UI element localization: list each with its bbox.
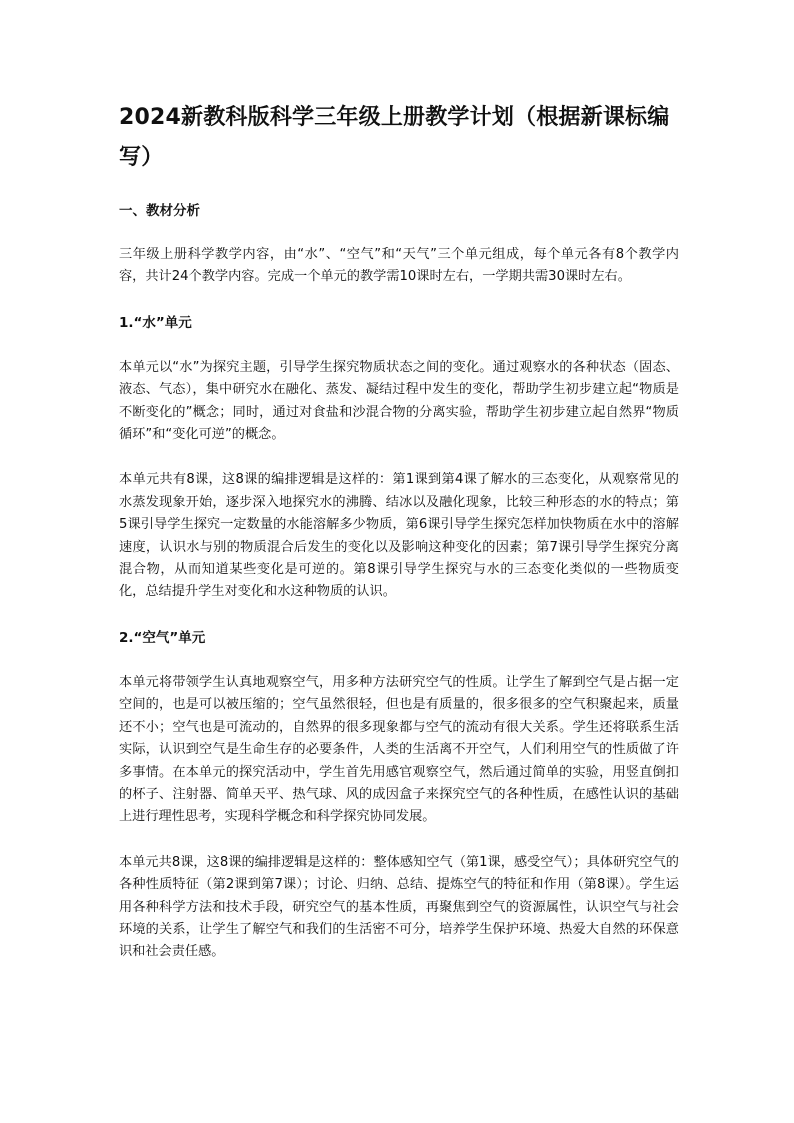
air-unit-paragraph-2: 本单元共8课，这8课的编排逻辑是这样的：整体感知空气（第1课，感受空气）；具体研究空气的各种性质特征（第2课到第7课）；讨论、归纳、总结、提炼空气的特征和作用（第8课）。学生运用各种科学方法和技术手段，研究空气的基本性质，再聚焦到空气的资源属性，认识空气与社会环境的关系，让学生了解空气和我们的生活密不可分，培养学生保护环境、热爱大自然的环保意识和社会责任感。 (119, 854, 679, 960)
water-unit-paragraph-2: 本单元共有8课，这8课的编排逻辑是这样的：第1课到第4课了解水的三态变化，从观察常见的水蒸发现象开始，逐步深入地探究水的沸腾、结冰以及融化现象，比较三种形态的水的特点；第5课引导学生探究一定数量的水能溶解多少物质，第6课引导学生探究怎样加快物质在水中的溶解速度，认识水与别的物质混合后发生的变化以及影响这种变化的因素；第7课引导学生探究分离混合物，从而知道某些变化是可逆的。第8课引导学生探究与水的三态变化类似的一些物质变化，总结提升学生对变化和水这种物质的认识。 (119, 472, 679, 600)
document-title: 2024新教科版科学三年级上册教学计划（根据新课标编写） (119, 105, 670, 170)
air-unit-paragraph-1: 本单元将带领学生认真地观察空气，用多种方法研究空气的性质。让学生了解到空气是占据一定空间的，也是可以被压缩的；空气虽然很轻，但也是有质量的，很多很多的空气积聚起来，质量还不小；空气也是可流动的，自然界的很多现象都与空气的流动有很大关系。学生还将联系生活实际，认识到空气是生命生存的必要条件，人类的生活离不开空气，人们利用空气的性质做了许多事情。在本单元的探究活动中，学生首先用感官观察空气，然后通过简单的实验，用竖直倒扣的杯子、注射器、简单天平、热气球、风的成因盒子来探究空气的各种性质，在感性认识的基础上进行理性思考，实现科学概念和科学探究协同发展。 (119, 674, 679, 825)
section-heading-air-unit: 2.“空气”单元 (119, 629, 206, 646)
section-heading-analysis: 一、教材分析 (119, 203, 200, 219)
water-unit-paragraph-1: 本单元以“水”为探究主题，引导学生探究物质状态之间的变化。通过观察水的各种状态（固态、液态、气态），集中研究水在融化、蒸发、凝结过程中发生的变化，帮助学生初步建立起“物质是不断变化的”概念；同时，通过对食盐和沙混合物的分离实验，帮助学生初步建立起自然界“物质循环”和“变化可逆”的概念。 (119, 359, 679, 443)
analysis-intro-paragraph: 三年级上册科学教学内容，由“水”、“空气”和“天气”三个单元组成，每个单元各有8个教学内容，共计24个教学内容。完成一个单元的教学需10课时左右，一学期共需30课时左右。 (119, 247, 679, 285)
section-heading-water-unit: 1.“水”单元 (119, 314, 192, 331)
document-body (119, 98, 679, 964)
